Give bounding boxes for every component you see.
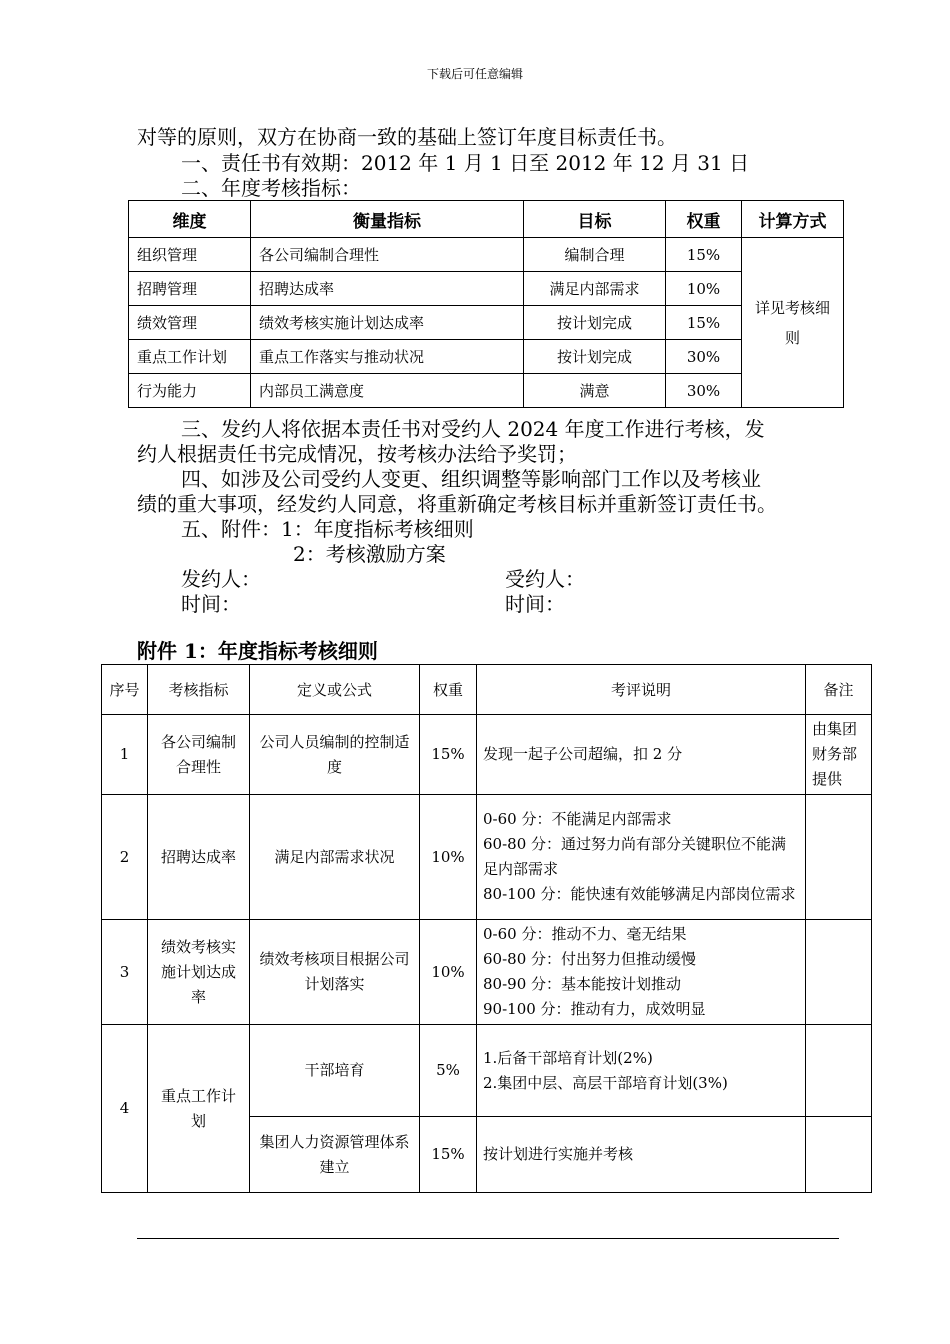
cell-target: 按计划完成 [524, 340, 666, 374]
cell-definition: 干部培育 [250, 1025, 420, 1117]
cell-metric: 重点工作落实与推动状况 [251, 340, 524, 374]
cell-note [806, 1025, 872, 1117]
table-row [129, 238, 844, 272]
body-line-indicators: 二、年度考核指标： [181, 176, 361, 200]
th-no: 序号 [102, 665, 148, 715]
description-line: 80-90 分：基本能按计划推动 [483, 975, 682, 993]
annual-indicator-table [128, 200, 844, 408]
table-row [129, 374, 844, 408]
cell-target: 按计划完成 [524, 306, 666, 340]
cell-weight: 30% [666, 374, 742, 408]
body-line-clause4: 四、如涉及公司受约人变更、组织调整等影响部门工作以及考核业 [181, 467, 761, 491]
table-row [129, 272, 844, 306]
cell-indicator: 重点工作计划 [148, 1025, 250, 1193]
table-row [129, 340, 844, 374]
table-header-row [102, 665, 872, 715]
cell-description [477, 920, 806, 1025]
body-line-clause3-cont: 约人根据责任书完成情况，按考核办法给予奖罚； [137, 442, 577, 466]
description-line: 1.后备干部培育计划(2%) [483, 1048, 653, 1067]
cell-note [806, 1117, 872, 1193]
receiver-time-label: 时间： [505, 592, 565, 616]
cell-no: 2 [102, 795, 148, 920]
th-calc: 计算方式 [742, 201, 844, 238]
th-definition: 定义或公式 [250, 665, 420, 715]
cell-weight: 10% [420, 920, 477, 1025]
th-dimension: 维度 [129, 201, 251, 238]
cell-definition: 公司人员编制的控制适度 [250, 715, 420, 795]
cell-dimension: 绩效管理 [129, 306, 251, 340]
cell-no: 4 [102, 1025, 148, 1193]
cell-weight: 30% [666, 340, 742, 374]
cell-no: 3 [102, 920, 148, 1025]
cell-description: 发现一起子公司超编，扣 2 分 [477, 715, 806, 795]
th-metric: 衡量指标 [251, 201, 524, 238]
th-note: 备注 [806, 665, 872, 715]
cell-note [806, 920, 872, 1025]
cell-note [806, 795, 872, 920]
cell-weight: 15% [666, 238, 742, 272]
cell-dimension: 招聘管理 [129, 272, 251, 306]
cell-target: 编制合理 [524, 238, 666, 272]
cell-indicator: 各公司编制合理性 [148, 715, 250, 795]
cell-description: 按计划进行实施并考核 [477, 1117, 806, 1193]
body-line-attachments: 五、附件：1：年度指标考核细则 [181, 517, 474, 541]
cell-definition: 绩效考核项目根据公司计划落实 [250, 920, 420, 1025]
cell-weight: 10% [420, 795, 477, 920]
cell-metric: 绩效考核实施计划达成率 [251, 306, 524, 340]
description-line: 2.集团中层、高层干部培育计划(3%) [483, 1073, 728, 1092]
cell-weight: 15% [420, 715, 477, 795]
issuer-signature-label: 发约人： [181, 567, 261, 591]
description-line: 80-100 分：能快速有效能够满足内部岗位需求 [483, 885, 796, 903]
th-indicator: 考核指标 [148, 665, 250, 715]
cell-indicator: 招聘达成率 [148, 795, 250, 920]
th-description: 考评说明 [477, 665, 806, 715]
description-line: 90-100 分：推动有力，成效明显 [483, 1000, 706, 1018]
cell-definition: 满足内部需求状况 [250, 795, 420, 920]
th-weight: 权重 [420, 665, 477, 715]
appendix-title: 附件 1：年度指标考核细则 [137, 639, 378, 663]
cell-definition: 集团人力资源管理体系建立 [250, 1117, 420, 1193]
body-line-attachment2: 2：考核激励方案 [293, 542, 446, 566]
cell-dimension: 组织管理 [129, 238, 251, 272]
cell-weight: 15% [666, 306, 742, 340]
table-header-row [129, 201, 844, 238]
description-line: 0-60 分：不能满足内部需求 [483, 810, 672, 828]
footer-divider [137, 1238, 839, 1239]
th-target: 目标 [524, 201, 666, 238]
description-line: 0-60 分：推动不力、毫无结果 [483, 925, 687, 943]
cell-indicator: 绩效考核实施计划达成率 [148, 920, 250, 1025]
body-line-clause3: 三、发约人将依据本责任书对受约人 2024 年度工作进行考核，发 [181, 417, 765, 441]
cell-dimension: 行为能力 [129, 374, 251, 408]
body-line-clause4-cont: 绩的重大事项，经发约人同意，将重新确定考核目标并重新签订责任书。 [137, 492, 777, 516]
cell-no: 1 [102, 715, 148, 795]
table-row [102, 715, 872, 795]
body-line-1: 对等的原则，双方在协商一致的基础上签订年度目标责任书。 [137, 125, 677, 149]
appraisal-detail-table [101, 664, 872, 1193]
cell-description [477, 795, 806, 920]
cell-target: 满意 [524, 374, 666, 408]
page-header-note: 下载后可任意编辑 [426, 67, 523, 81]
cell-dimension: 重点工作计划 [129, 340, 251, 374]
description-line: 60-80 分：付出努力但推动缓慢 [483, 950, 697, 968]
cell-metric: 各公司编制合理性 [251, 238, 524, 272]
cell-weight: 15% [420, 1117, 477, 1193]
table-row [102, 1025, 872, 1117]
cell-target: 满足内部需求 [524, 272, 666, 306]
issuer-time-label: 时间： [181, 592, 241, 616]
table-row [129, 306, 844, 340]
table-row [102, 795, 872, 920]
cell-note: 由集团财务部提供 [806, 715, 872, 795]
cell-description [477, 1025, 806, 1117]
th-weight: 权重 [666, 201, 742, 238]
cell-weight: 5% [420, 1025, 477, 1117]
cell-metric: 内部员工满意度 [251, 374, 524, 408]
cell-calc-method: 详见考核细则 [742, 238, 844, 408]
cell-weight: 10% [666, 272, 742, 306]
description-line: 60-80 分：通过努力尚有部分关键职位不能满足内部需求 [483, 835, 787, 878]
receiver-signature-label: 受约人： [505, 567, 585, 591]
cell-metric: 招聘达成率 [251, 272, 524, 306]
table-row [102, 920, 872, 1025]
body-line-validity: 一、责任书有效期：2012 年 1 月 1 日至 2012 年 12 月 31 日 [181, 151, 750, 175]
